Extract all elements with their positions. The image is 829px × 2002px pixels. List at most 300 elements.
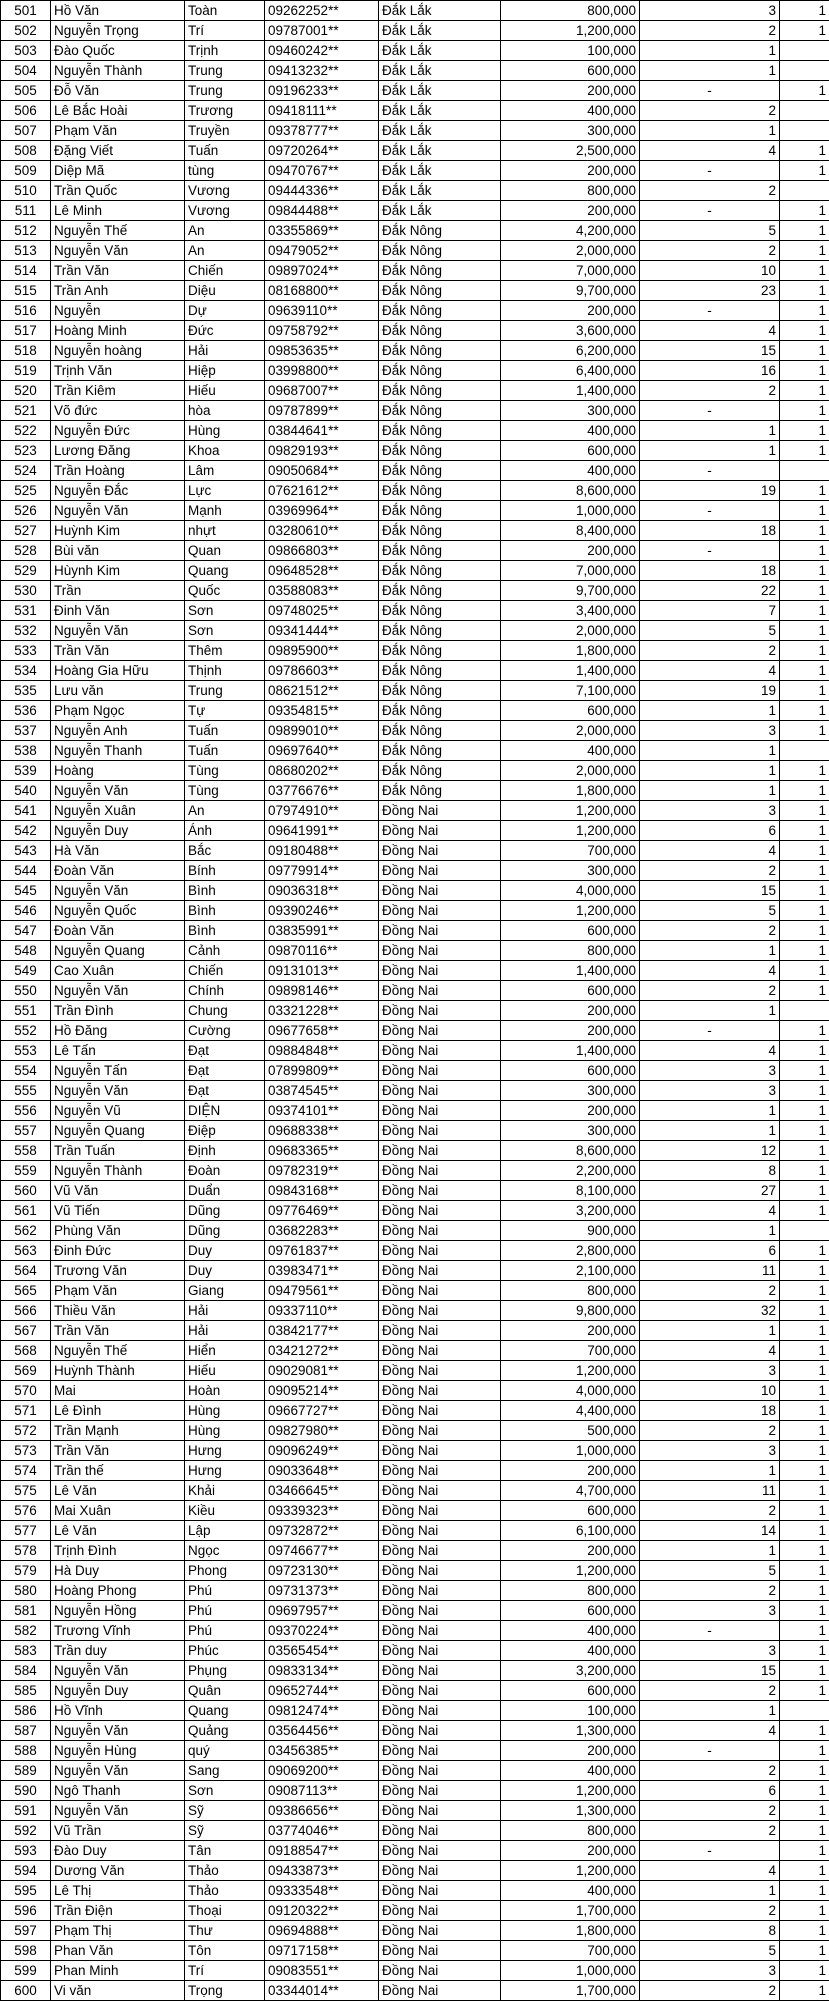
first-name-cell[interactable]: Sơn bbox=[185, 1781, 265, 1801]
province-cell[interactable]: Đồng Nai bbox=[379, 1961, 501, 1981]
phone-cell[interactable]: 03421272** bbox=[265, 1341, 379, 1361]
province-cell[interactable]: Đắk Lắk bbox=[379, 141, 501, 161]
flag-cell[interactable]: 1 bbox=[780, 1821, 829, 1841]
first-name-cell[interactable]: Duy bbox=[185, 1261, 265, 1281]
flag-cell[interactable]: 1 bbox=[780, 541, 829, 561]
count-cell[interactable]: 1 bbox=[640, 761, 780, 781]
phone-cell[interactable]: 03983471** bbox=[265, 1261, 379, 1281]
last-middle-name-cell[interactable]: Hồ Đăng bbox=[51, 1021, 185, 1041]
last-middle-name-cell[interactable]: Lê Minh bbox=[51, 201, 185, 221]
first-name-cell[interactable]: Khoa bbox=[185, 441, 265, 461]
flag-cell[interactable]: 1 bbox=[780, 381, 829, 401]
last-middle-name-cell[interactable]: Nguyễn Quốc bbox=[51, 901, 185, 921]
row-number-cell[interactable]: 583 bbox=[1, 1641, 51, 1661]
flag-cell[interactable]: 1 bbox=[780, 821, 829, 841]
phone-cell[interactable]: 07621612** bbox=[265, 481, 379, 501]
first-name-cell[interactable]: Tùng bbox=[185, 781, 265, 801]
last-middle-name-cell[interactable]: Đào Duy bbox=[51, 1841, 185, 1861]
province-cell[interactable]: Đồng Nai bbox=[379, 1301, 501, 1321]
first-name-cell[interactable]: Bình bbox=[185, 921, 265, 941]
flag-cell[interactable]: 1 bbox=[780, 1861, 829, 1881]
flag-cell[interactable]: 1 bbox=[780, 561, 829, 581]
phone-cell[interactable]: 09829193** bbox=[265, 441, 379, 461]
last-middle-name-cell[interactable]: Hồ Văn bbox=[51, 1, 185, 21]
flag-cell[interactable]: 1 bbox=[780, 1461, 829, 1481]
row-number-cell[interactable]: 554 bbox=[1, 1061, 51, 1081]
row-number-cell[interactable]: 597 bbox=[1, 1921, 51, 1941]
first-name-cell[interactable]: Thảo bbox=[185, 1861, 265, 1881]
row-number-cell[interactable]: 592 bbox=[1, 1821, 51, 1841]
first-name-cell[interactable]: Hải bbox=[185, 341, 265, 361]
province-cell[interactable]: Đồng Nai bbox=[379, 1001, 501, 1021]
flag-cell[interactable]: 1 bbox=[780, 1021, 829, 1041]
province-cell[interactable]: Đồng Nai bbox=[379, 1181, 501, 1201]
province-cell[interactable]: Đồng Nai bbox=[379, 1561, 501, 1581]
row-number-cell[interactable]: 598 bbox=[1, 1941, 51, 1961]
amount-cell[interactable]: 800,000 bbox=[501, 1581, 640, 1601]
row-number-cell[interactable]: 518 bbox=[1, 341, 51, 361]
count-cell[interactable]: 3 bbox=[640, 721, 780, 741]
count-cell[interactable]: 3 bbox=[640, 1641, 780, 1661]
phone-cell[interactable]: 09812474** bbox=[265, 1701, 379, 1721]
amount-cell[interactable]: 1,000,000 bbox=[501, 1441, 640, 1461]
phone-cell[interactable]: 08621512** bbox=[265, 681, 379, 701]
last-middle-name-cell[interactable]: Trịnh Đình bbox=[51, 1541, 185, 1561]
first-name-cell[interactable]: Tôn bbox=[185, 1941, 265, 1961]
row-number-cell[interactable]: 565 bbox=[1, 1281, 51, 1301]
first-name-cell[interactable]: Điệp bbox=[185, 1121, 265, 1141]
row-number-cell[interactable]: 596 bbox=[1, 1901, 51, 1921]
phone-cell[interactable]: 09648528** bbox=[265, 561, 379, 581]
flag-cell[interactable]: 1 bbox=[780, 1501, 829, 1521]
flag-cell[interactable]: 1 bbox=[780, 501, 829, 521]
amount-cell[interactable]: 6,400,000 bbox=[501, 361, 640, 381]
first-name-cell[interactable]: Cảnh bbox=[185, 941, 265, 961]
row-number-cell[interactable]: 582 bbox=[1, 1621, 51, 1641]
count-cell[interactable]: 19 bbox=[640, 681, 780, 701]
count-cell[interactable]: 2 bbox=[640, 921, 780, 941]
last-middle-name-cell[interactable]: Nguyễn Văn bbox=[51, 1081, 185, 1101]
flag-cell[interactable] bbox=[780, 1221, 829, 1241]
province-cell[interactable]: Đồng Nai bbox=[379, 1421, 501, 1441]
first-name-cell[interactable]: Hải bbox=[185, 1321, 265, 1341]
count-cell[interactable]: 4 bbox=[640, 1041, 780, 1061]
phone-cell[interactable]: 09418111** bbox=[265, 101, 379, 121]
phone-cell[interactable]: 09354815** bbox=[265, 701, 379, 721]
province-cell[interactable]: Đắk Nông bbox=[379, 341, 501, 361]
phone-cell[interactable]: 09069200** bbox=[265, 1761, 379, 1781]
first-name-cell[interactable]: Phong bbox=[185, 1561, 265, 1581]
province-cell[interactable]: Đồng Nai bbox=[379, 1641, 501, 1661]
first-name-cell[interactable]: Tân bbox=[185, 1841, 265, 1861]
row-number-cell[interactable]: 551 bbox=[1, 1001, 51, 1021]
amount-cell[interactable]: 4,400,000 bbox=[501, 1401, 640, 1421]
row-number-cell[interactable]: 577 bbox=[1, 1521, 51, 1541]
province-cell[interactable]: Đắk Nông bbox=[379, 661, 501, 681]
count-cell[interactable]: 4 bbox=[640, 321, 780, 341]
flag-cell[interactable]: 1 bbox=[780, 1121, 829, 1141]
amount-cell[interactable]: 300,000 bbox=[501, 1121, 640, 1141]
phone-cell[interactable]: 09433873** bbox=[265, 1861, 379, 1881]
phone-cell[interactable]: 09844488** bbox=[265, 201, 379, 221]
count-cell[interactable]: 18 bbox=[640, 561, 780, 581]
count-cell[interactable]: - bbox=[640, 161, 780, 181]
last-middle-name-cell[interactable]: Nguyễn Hùng bbox=[51, 1741, 185, 1761]
flag-cell[interactable]: 1 bbox=[780, 1961, 829, 1981]
last-middle-name-cell[interactable]: Mai Xuân bbox=[51, 1501, 185, 1521]
province-cell[interactable]: Đồng Nai bbox=[379, 1821, 501, 1841]
phone-cell[interactable]: 08168800** bbox=[265, 281, 379, 301]
amount-cell[interactable]: 400,000 bbox=[501, 1761, 640, 1781]
amount-cell[interactable]: 1,200,000 bbox=[501, 901, 640, 921]
flag-cell[interactable]: 1 bbox=[780, 321, 829, 341]
amount-cell[interactable]: 200,000 bbox=[501, 1841, 640, 1861]
amount-cell[interactable]: 400,000 bbox=[501, 1641, 640, 1661]
count-cell[interactable]: 3 bbox=[640, 1961, 780, 1981]
last-middle-name-cell[interactable]: Vũ Văn bbox=[51, 1181, 185, 1201]
phone-cell[interactable]: 09717158** bbox=[265, 1941, 379, 1961]
row-number-cell[interactable]: 588 bbox=[1, 1741, 51, 1761]
count-cell[interactable]: 12 bbox=[640, 1141, 780, 1161]
province-cell[interactable]: Đắk Lắk bbox=[379, 41, 501, 61]
flag-cell[interactable]: 1 bbox=[780, 441, 829, 461]
flag-cell[interactable]: 1 bbox=[780, 481, 829, 501]
last-middle-name-cell[interactable]: Nguyễn Quang bbox=[51, 1121, 185, 1141]
count-cell[interactable]: 2 bbox=[640, 381, 780, 401]
row-number-cell[interactable]: 527 bbox=[1, 521, 51, 541]
row-number-cell[interactable]: 567 bbox=[1, 1321, 51, 1341]
count-cell[interactable]: 5 bbox=[640, 1941, 780, 1961]
row-number-cell[interactable]: 595 bbox=[1, 1881, 51, 1901]
province-cell[interactable]: Đồng Nai bbox=[379, 901, 501, 921]
flag-cell[interactable]: 1 bbox=[780, 1321, 829, 1341]
first-name-cell[interactable]: Đạt bbox=[185, 1061, 265, 1081]
amount-cell[interactable]: 100,000 bbox=[501, 1701, 640, 1721]
row-number-cell[interactable]: 575 bbox=[1, 1481, 51, 1501]
province-cell[interactable]: Đắk Lắk bbox=[379, 161, 501, 181]
first-name-cell[interactable]: Chung bbox=[185, 1001, 265, 1021]
first-name-cell[interactable]: Truyền bbox=[185, 121, 265, 141]
amount-cell[interactable]: 400,000 bbox=[501, 421, 640, 441]
phone-cell[interactable]: 09720264** bbox=[265, 141, 379, 161]
last-middle-name-cell[interactable]: Đặng Viết bbox=[51, 141, 185, 161]
province-cell[interactable]: Đồng Nai bbox=[379, 961, 501, 981]
amount-cell[interactable]: 1,400,000 bbox=[501, 961, 640, 981]
phone-cell[interactable]: 09731373** bbox=[265, 1581, 379, 1601]
flag-cell[interactable]: 1 bbox=[780, 961, 829, 981]
province-cell[interactable]: Đồng Nai bbox=[379, 1541, 501, 1561]
count-cell[interactable]: 1 bbox=[640, 1101, 780, 1121]
count-cell[interactable]: 6 bbox=[640, 1781, 780, 1801]
count-cell[interactable]: 1 bbox=[640, 701, 780, 721]
first-name-cell[interactable]: Diệu bbox=[185, 281, 265, 301]
province-cell[interactable]: Đắk Lắk bbox=[379, 121, 501, 141]
last-middle-name-cell[interactable]: Hoàng bbox=[51, 761, 185, 781]
flag-cell[interactable]: 1 bbox=[780, 1101, 829, 1121]
first-name-cell[interactable]: Ngọc bbox=[185, 1541, 265, 1561]
count-cell[interactable]: 4 bbox=[640, 1861, 780, 1881]
last-middle-name-cell[interactable]: Lương Đăng bbox=[51, 441, 185, 461]
amount-cell[interactable]: 300,000 bbox=[501, 861, 640, 881]
phone-cell[interactable]: 09748025** bbox=[265, 601, 379, 621]
phone-cell[interactable]: 03842177** bbox=[265, 1321, 379, 1341]
flag-cell[interactable]: 1 bbox=[780, 1201, 829, 1221]
phone-cell[interactable]: 09087113** bbox=[265, 1781, 379, 1801]
last-middle-name-cell[interactable]: Nguyễn Anh bbox=[51, 721, 185, 741]
flag-cell[interactable]: 1 bbox=[780, 1281, 829, 1301]
row-number-cell[interactable]: 569 bbox=[1, 1361, 51, 1381]
amount-cell[interactable]: 8,100,000 bbox=[501, 1181, 640, 1201]
row-number-cell[interactable]: 533 bbox=[1, 641, 51, 661]
count-cell[interactable]: 1 bbox=[640, 41, 780, 61]
first-name-cell[interactable]: Lực bbox=[185, 481, 265, 501]
phone-cell[interactable]: 09652744** bbox=[265, 1681, 379, 1701]
flag-cell[interactable]: 1 bbox=[780, 1681, 829, 1701]
flag-cell[interactable]: 1 bbox=[780, 1361, 829, 1381]
amount-cell[interactable]: 6,200,000 bbox=[501, 341, 640, 361]
first-name-cell[interactable]: Tự bbox=[185, 701, 265, 721]
first-name-cell[interactable]: Phúc bbox=[185, 1641, 265, 1661]
count-cell[interactable]: 1 bbox=[640, 1881, 780, 1901]
amount-cell[interactable]: 600,000 bbox=[501, 1061, 640, 1081]
phone-cell[interactable]: 09843168** bbox=[265, 1181, 379, 1201]
province-cell[interactable]: Đồng Nai bbox=[379, 1041, 501, 1061]
row-number-cell[interactable]: 519 bbox=[1, 361, 51, 381]
amount-cell[interactable]: 800,000 bbox=[501, 941, 640, 961]
count-cell[interactable]: 15 bbox=[640, 1661, 780, 1681]
count-cell[interactable]: - bbox=[640, 201, 780, 221]
count-cell[interactable]: 3 bbox=[640, 1601, 780, 1621]
province-cell[interactable]: Đắk Lắk bbox=[379, 181, 501, 201]
last-middle-name-cell[interactable]: Nguyễn Quang bbox=[51, 941, 185, 961]
last-middle-name-cell[interactable]: Trần Quốc bbox=[51, 181, 185, 201]
last-middle-name-cell[interactable]: Nguyễn Văn bbox=[51, 501, 185, 521]
row-number-cell[interactable]: 553 bbox=[1, 1041, 51, 1061]
flag-cell[interactable]: 1 bbox=[780, 1921, 829, 1941]
count-cell[interactable]: 3 bbox=[640, 1441, 780, 1461]
flag-cell[interactable]: 1 bbox=[780, 881, 829, 901]
province-cell[interactable]: Đồng Nai bbox=[379, 1841, 501, 1861]
amount-cell[interactable]: 600,000 bbox=[501, 701, 640, 721]
amount-cell[interactable]: 2,500,000 bbox=[501, 141, 640, 161]
first-name-cell[interactable]: Hiếu bbox=[185, 1361, 265, 1381]
flag-cell[interactable]: 1 bbox=[780, 1581, 829, 1601]
count-cell[interactable]: 32 bbox=[640, 1301, 780, 1321]
province-cell[interactable]: Đồng Nai bbox=[379, 881, 501, 901]
flag-cell[interactable]: 1 bbox=[780, 521, 829, 541]
amount-cell[interactable]: 9,700,000 bbox=[501, 281, 640, 301]
count-cell[interactable]: - bbox=[640, 401, 780, 421]
amount-cell[interactable]: 200,000 bbox=[501, 1021, 640, 1041]
first-name-cell[interactable]: An bbox=[185, 241, 265, 261]
phone-cell[interactable]: 09639110** bbox=[265, 301, 379, 321]
phone-cell[interactable]: 03344014** bbox=[265, 1981, 379, 2001]
last-middle-name-cell[interactable]: Nguyễn Văn bbox=[51, 1721, 185, 1741]
last-middle-name-cell[interactable]: Lê Thị bbox=[51, 1881, 185, 1901]
amount-cell[interactable]: 3,400,000 bbox=[501, 601, 640, 621]
flag-cell[interactable]: 1 bbox=[780, 761, 829, 781]
phone-cell[interactable]: 03844641** bbox=[265, 421, 379, 441]
province-cell[interactable]: Đắk Nông bbox=[379, 481, 501, 501]
count-cell[interactable]: - bbox=[640, 301, 780, 321]
row-number-cell[interactable]: 544 bbox=[1, 861, 51, 881]
first-name-cell[interactable]: Sơn bbox=[185, 621, 265, 641]
count-cell[interactable]: 2 bbox=[640, 1281, 780, 1301]
amount-cell[interactable]: 600,000 bbox=[501, 441, 640, 461]
count-cell[interactable]: 8 bbox=[640, 1921, 780, 1941]
province-cell[interactable]: Đồng Nai bbox=[379, 1781, 501, 1801]
first-name-cell[interactable]: Tùng bbox=[185, 761, 265, 781]
row-number-cell[interactable]: 540 bbox=[1, 781, 51, 801]
phone-cell[interactable]: 09029081** bbox=[265, 1361, 379, 1381]
flag-cell[interactable]: 1 bbox=[780, 581, 829, 601]
count-cell[interactable]: 3 bbox=[640, 1081, 780, 1101]
province-cell[interactable]: Đắk Nông bbox=[379, 641, 501, 661]
flag-cell[interactable]: 1 bbox=[780, 1081, 829, 1101]
count-cell[interactable]: 2 bbox=[640, 1901, 780, 1921]
province-cell[interactable]: Đồng Nai bbox=[379, 1241, 501, 1261]
province-cell[interactable]: Đắk Nông bbox=[379, 441, 501, 461]
row-number-cell[interactable]: 591 bbox=[1, 1801, 51, 1821]
row-number-cell[interactable]: 584 bbox=[1, 1661, 51, 1681]
row-number-cell[interactable]: 546 bbox=[1, 901, 51, 921]
last-middle-name-cell[interactable]: Nguyễn Vũ bbox=[51, 1101, 185, 1121]
amount-cell[interactable]: 200,000 bbox=[501, 1321, 640, 1341]
phone-cell[interactable]: 09374101** bbox=[265, 1101, 379, 1121]
row-number-cell[interactable]: 585 bbox=[1, 1681, 51, 1701]
row-number-cell[interactable]: 506 bbox=[1, 101, 51, 121]
province-cell[interactable]: Đắk Nông bbox=[379, 361, 501, 381]
count-cell[interactable]: 4 bbox=[640, 1201, 780, 1221]
amount-cell[interactable]: 1,800,000 bbox=[501, 641, 640, 661]
amount-cell[interactable]: 600,000 bbox=[501, 981, 640, 1001]
province-cell[interactable]: Đồng Nai bbox=[379, 1621, 501, 1641]
amount-cell[interactable]: 600,000 bbox=[501, 1681, 640, 1701]
first-name-cell[interactable]: Phú bbox=[185, 1601, 265, 1621]
phone-cell[interactable]: 03835991** bbox=[265, 921, 379, 941]
province-cell[interactable]: Đồng Nai bbox=[379, 1661, 501, 1681]
amount-cell[interactable]: 1,400,000 bbox=[501, 661, 640, 681]
count-cell[interactable]: 4 bbox=[640, 841, 780, 861]
phone-cell[interactable]: 03969964** bbox=[265, 501, 379, 521]
phone-cell[interactable]: 09262252** bbox=[265, 1, 379, 21]
last-middle-name-cell[interactable]: Võ đức bbox=[51, 401, 185, 421]
first-name-cell[interactable]: Bắc bbox=[185, 841, 265, 861]
first-name-cell[interactable]: Hiệp bbox=[185, 361, 265, 381]
flag-cell[interactable]: 1 bbox=[780, 81, 829, 101]
row-number-cell[interactable]: 503 bbox=[1, 41, 51, 61]
last-middle-name-cell[interactable]: Nguyễn Đức bbox=[51, 421, 185, 441]
province-cell[interactable]: Đắk Nông bbox=[379, 401, 501, 421]
phone-cell[interactable]: 03874545** bbox=[265, 1081, 379, 1101]
count-cell[interactable]: 3 bbox=[640, 801, 780, 821]
row-number-cell[interactable]: 541 bbox=[1, 801, 51, 821]
row-number-cell[interactable]: 509 bbox=[1, 161, 51, 181]
first-name-cell[interactable]: Hùng bbox=[185, 421, 265, 441]
amount-cell[interactable]: 3,200,000 bbox=[501, 1201, 640, 1221]
phone-cell[interactable]: 09677658** bbox=[265, 1021, 379, 1041]
count-cell[interactable]: 6 bbox=[640, 1241, 780, 1261]
count-cell[interactable]: 2 bbox=[640, 1801, 780, 1821]
flag-cell[interactable]: 1 bbox=[780, 161, 829, 181]
first-name-cell[interactable]: Quốc bbox=[185, 581, 265, 601]
flag-cell[interactable]: 1 bbox=[780, 781, 829, 801]
count-cell[interactable]: 2 bbox=[640, 981, 780, 1001]
row-number-cell[interactable]: 586 bbox=[1, 1701, 51, 1721]
row-number-cell[interactable]: 508 bbox=[1, 141, 51, 161]
last-middle-name-cell[interactable]: Nguyễn Thế bbox=[51, 1341, 185, 1361]
row-number-cell[interactable]: 535 bbox=[1, 681, 51, 701]
flag-cell[interactable]: 1 bbox=[780, 1941, 829, 1961]
row-number-cell[interactable]: 548 bbox=[1, 941, 51, 961]
count-cell[interactable]: 2 bbox=[640, 101, 780, 121]
flag-cell[interactable]: 1 bbox=[780, 1601, 829, 1621]
first-name-cell[interactable]: Giang bbox=[185, 1281, 265, 1301]
last-middle-name-cell[interactable]: Nguyễn Văn bbox=[51, 1801, 185, 1821]
phone-cell[interactable]: 03466645** bbox=[265, 1481, 379, 1501]
count-cell[interactable]: 15 bbox=[640, 341, 780, 361]
province-cell[interactable]: Đắk Nông bbox=[379, 561, 501, 581]
last-middle-name-cell[interactable]: Huỳnh Kim bbox=[51, 521, 185, 541]
count-cell[interactable]: 1 bbox=[640, 741, 780, 761]
amount-cell[interactable]: 8,600,000 bbox=[501, 1141, 640, 1161]
row-number-cell[interactable]: 534 bbox=[1, 661, 51, 681]
amount-cell[interactable]: 8,400,000 bbox=[501, 521, 640, 541]
amount-cell[interactable]: 1,200,000 bbox=[501, 801, 640, 821]
first-name-cell[interactable]: Sỹ bbox=[185, 1821, 265, 1841]
phone-cell[interactable]: 07899809** bbox=[265, 1061, 379, 1081]
province-cell[interactable]: Đồng Nai bbox=[379, 1921, 501, 1941]
first-name-cell[interactable]: Vương bbox=[185, 181, 265, 201]
province-cell[interactable]: Đắk Nông bbox=[379, 241, 501, 261]
last-middle-name-cell[interactable]: Trần Văn bbox=[51, 1441, 185, 1461]
amount-cell[interactable]: 400,000 bbox=[501, 1621, 640, 1641]
flag-cell[interactable]: 1 bbox=[780, 1181, 829, 1201]
count-cell[interactable]: - bbox=[640, 1741, 780, 1761]
row-number-cell[interactable]: 522 bbox=[1, 421, 51, 441]
province-cell[interactable]: Đồng Nai bbox=[379, 1881, 501, 1901]
amount-cell[interactable]: 9,800,000 bbox=[501, 1301, 640, 1321]
count-cell[interactable]: 4 bbox=[640, 661, 780, 681]
province-cell[interactable]: Đồng Nai bbox=[379, 1741, 501, 1761]
last-middle-name-cell[interactable]: Trần bbox=[51, 581, 185, 601]
count-cell[interactable]: 1 bbox=[640, 941, 780, 961]
first-name-cell[interactable]: Quảng bbox=[185, 1721, 265, 1741]
phone-cell[interactable]: 03321228** bbox=[265, 1001, 379, 1021]
count-cell[interactable]: - bbox=[640, 1021, 780, 1041]
row-number-cell[interactable]: 510 bbox=[1, 181, 51, 201]
amount-cell[interactable]: 1,200,000 bbox=[501, 1781, 640, 1801]
first-name-cell[interactable]: An bbox=[185, 221, 265, 241]
first-name-cell[interactable]: Hải bbox=[185, 1301, 265, 1321]
count-cell[interactable]: 1 bbox=[640, 121, 780, 141]
flag-cell[interactable]: 1 bbox=[780, 141, 829, 161]
phone-cell[interactable]: 09779914** bbox=[265, 861, 379, 881]
last-middle-name-cell[interactable]: Lê Văn bbox=[51, 1481, 185, 1501]
first-name-cell[interactable]: Dự bbox=[185, 301, 265, 321]
count-cell[interactable]: - bbox=[640, 81, 780, 101]
last-middle-name-cell[interactable]: Trần Văn bbox=[51, 1321, 185, 1341]
amount-cell[interactable]: 500,000 bbox=[501, 1421, 640, 1441]
province-cell[interactable]: Đắk Nông bbox=[379, 421, 501, 441]
row-number-cell[interactable]: 580 bbox=[1, 1581, 51, 1601]
first-name-cell[interactable]: hòa bbox=[185, 401, 265, 421]
row-number-cell[interactable]: 570 bbox=[1, 1381, 51, 1401]
phone-cell[interactable]: 09470767** bbox=[265, 161, 379, 181]
amount-cell[interactable]: 200,000 bbox=[501, 1101, 640, 1121]
province-cell[interactable]: Đồng Nai bbox=[379, 1601, 501, 1621]
phone-cell[interactable]: 08680202** bbox=[265, 761, 379, 781]
